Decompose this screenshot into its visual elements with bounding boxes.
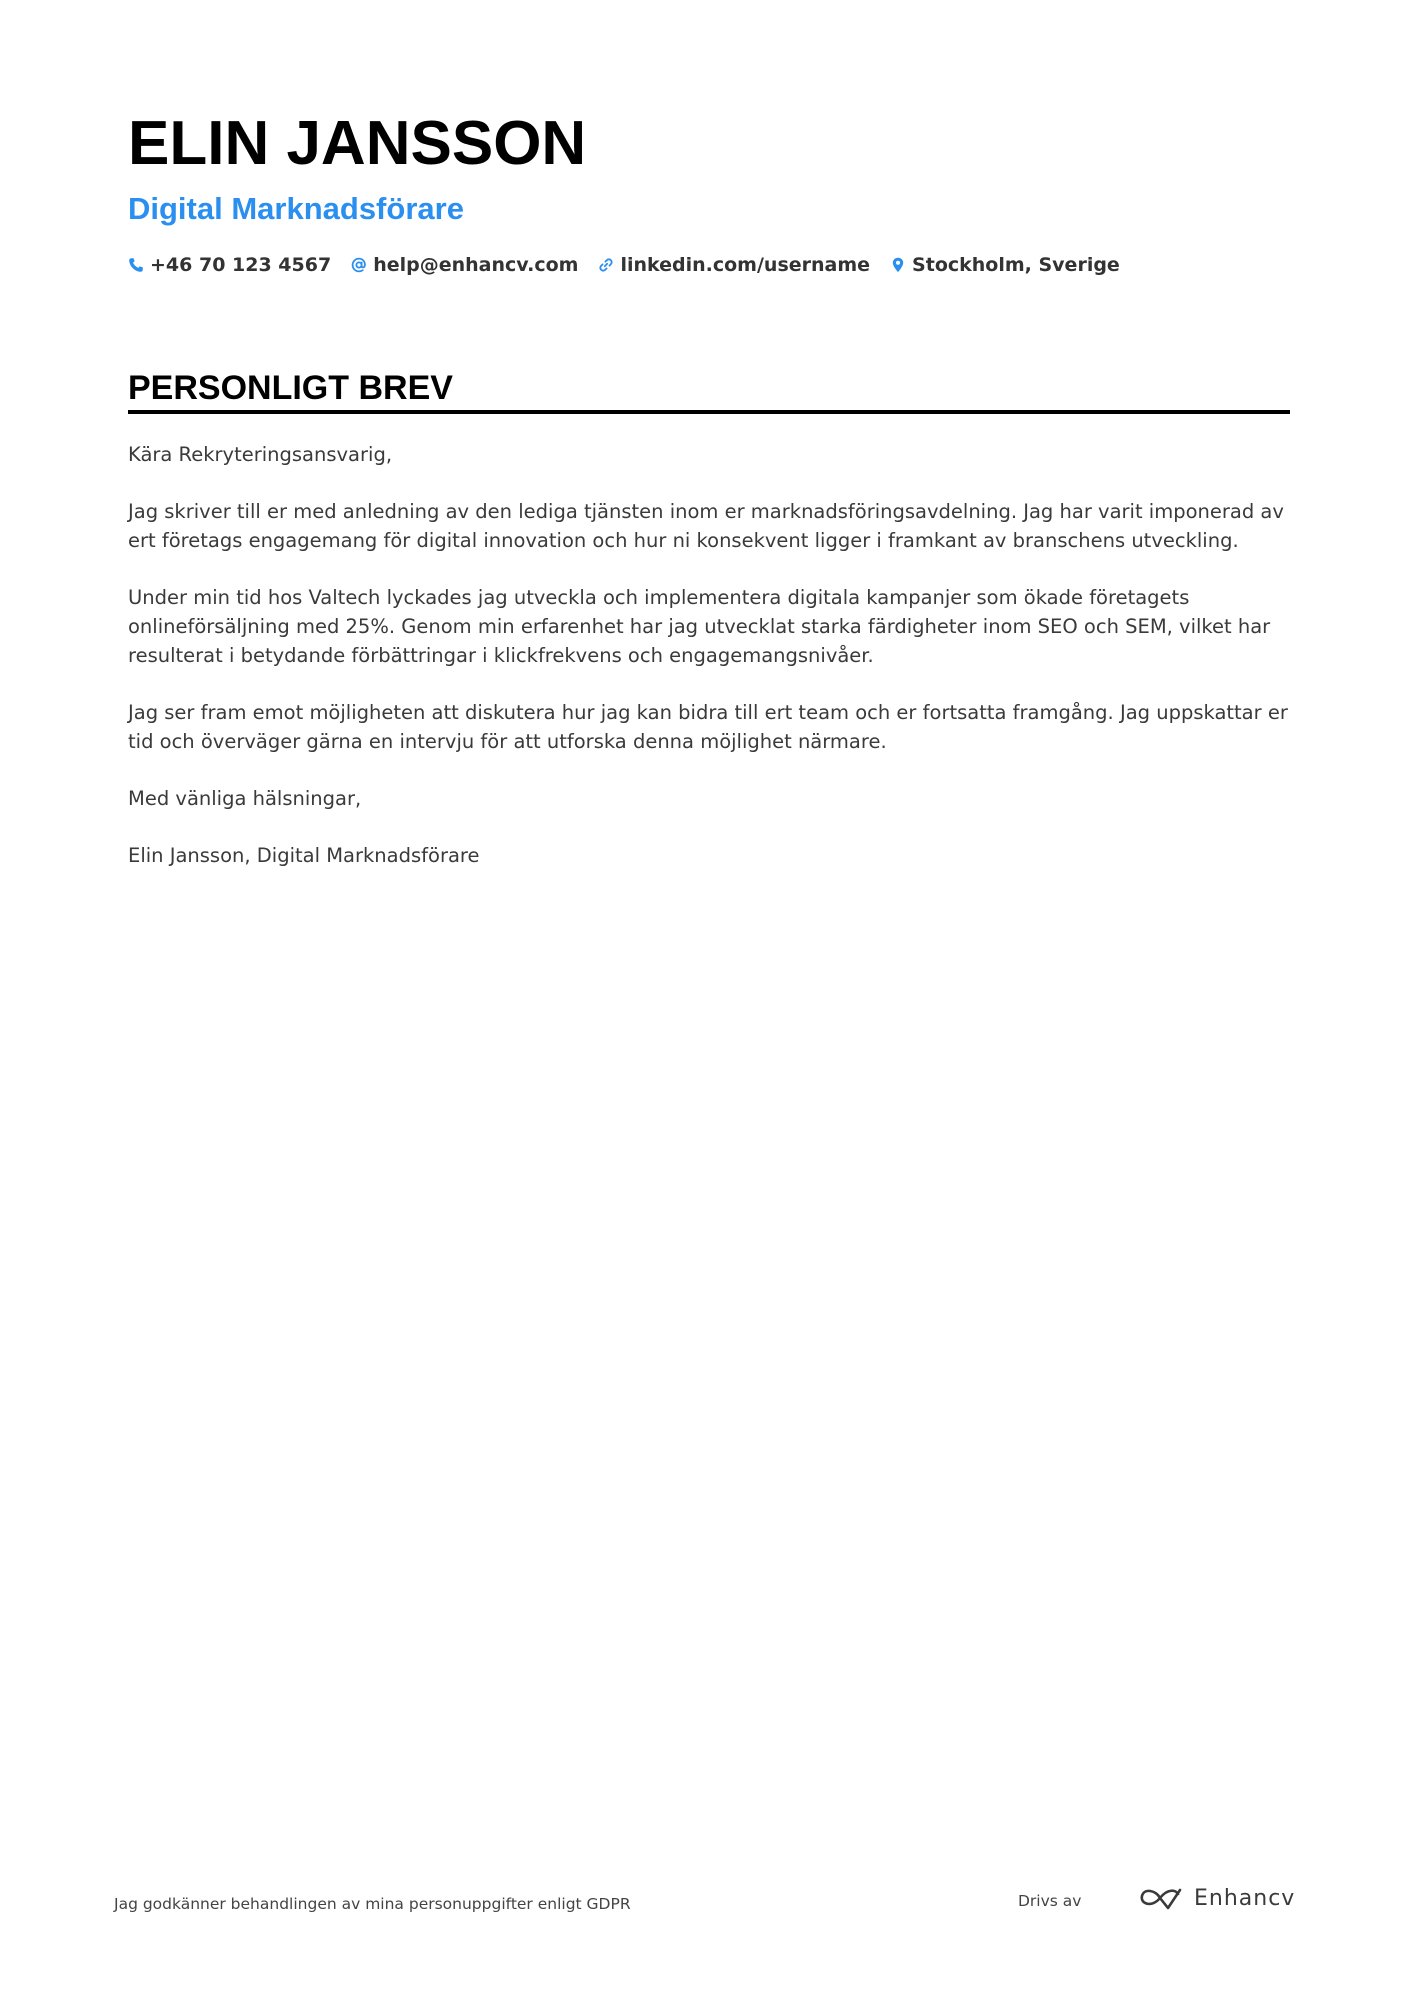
gdpr-consent: Jag godkänner behandlingen av mina personuppgifter enligt GDPR: [114, 1895, 631, 1913]
letter-signature: Elin Jansson, Digital Marknadsförare: [128, 844, 480, 867]
at-icon: [351, 257, 367, 273]
contact-location: [890, 254, 1120, 276]
brand-logo[interactable]: [1138, 1884, 1295, 1912]
letter-body: [128, 440, 1290, 898]
letter-greeting: Kära Rekryteringsansvarig,: [128, 443, 393, 466]
applicant-name: ELIN JANSSON: [128, 109, 587, 178]
letter-paragraph: Jag ser fram emot möjligheten att diskutera hur jag kan bidra till ert team och er fortsatta framgång. Jag uppskattar er tid och överväger gärna en intervju för att utforska denna möjlighet närmare.: [128, 701, 1288, 753]
resume-header: [128, 108, 1290, 276]
powered-by-label: Drivs av: [1018, 1892, 1082, 1910]
link-icon: [598, 257, 614, 273]
letter-paragraph: Under min tid hos Valtech lyckades jag utveckla och implementera digitala kampanjer som ökade företagets onlineförsäljning med 25%. Genom min erfarenhet har jag utvecklat starka färdigheter inom SEO och SEM, vilket har resulterat i betydande förbättringar i klickfrekvens och engagemangsnivåer.: [128, 586, 1271, 667]
email-text[interactable]: help@enhancv.com: [373, 254, 579, 276]
applicant-title: Digital Marknadsförare: [128, 191, 464, 226]
enhancv-logo-icon: [1138, 1884, 1184, 1912]
letter-closing: Med vänliga hälsningar,: [128, 787, 362, 810]
location-text: Stockholm, Sverige: [912, 254, 1120, 276]
contact-linkedin[interactable]: [598, 254, 870, 276]
contact-email[interactable]: [351, 254, 578, 276]
phone-icon: [128, 257, 144, 273]
brand-name: Enhancv: [1194, 1885, 1296, 1911]
section-divider: [128, 410, 1290, 414]
contact-bar: [128, 254, 1290, 276]
linkedin-text[interactable]: linkedin.com/username: [620, 254, 871, 276]
location-icon: [890, 257, 906, 273]
letter-paragraph: Jag skriver till er med anledning av den lediga tjänsten inom er marknadsföringsavdelning. Jag har varit imponerad av ert företags engagemang för digital innovation och hur ni konsekvent ligger i framkant av branschens utveckling.: [128, 500, 1284, 552]
contact-phone: [128, 254, 331, 276]
section-heading: PERSONLIGT BREV: [128, 369, 453, 407]
phone-text: +46 70 123 4567: [150, 254, 332, 276]
